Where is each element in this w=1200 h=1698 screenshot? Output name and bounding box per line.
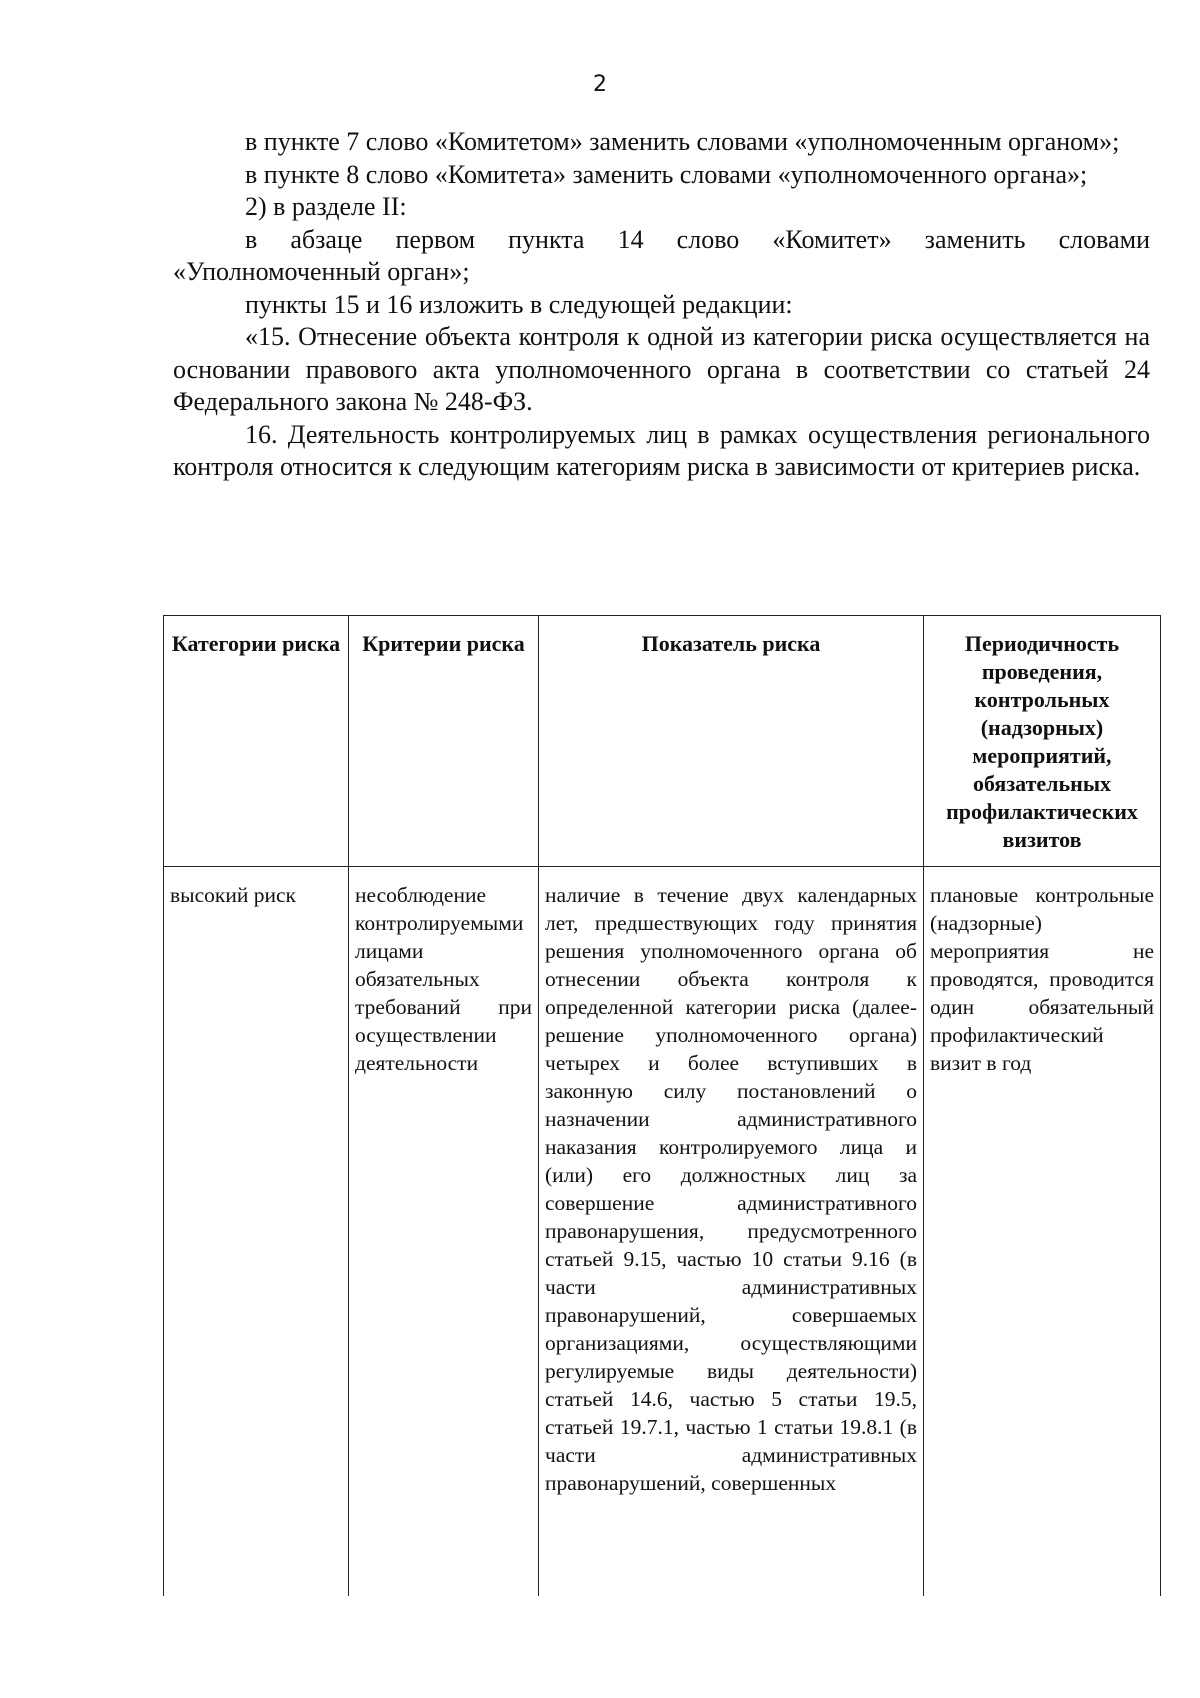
table-header-row [164, 616, 1161, 867]
paragraph-6: «15. Отнесение объекта контроля к одной из категории риска осуществляется на основании правового акта уполномоченного органа в соответствии со статьей 24 Федерального закона № 248-ФЗ. [173, 322, 1150, 416]
risk-table [163, 615, 1161, 1596]
cell-periodicity: плановые контрольные (надзорные) мероприятия не проводятся, проводится один обязательный профилактический визит в год [924, 867, 1161, 1597]
page-number: 2 [593, 72, 607, 97]
paragraph-2: в пункте 8 слово «Комитета» заменить словами «уполномоченного органа»; [245, 159, 1088, 189]
header-periodicity: Периодичность проведения, контрольных (надзорных) мероприятий, обязательных профилактических визитов [924, 616, 1161, 867]
cell-risk-indicator: наличие в течение двух календарных лет, предшествующих году принятия решения уполномоченного органа об отнесении объекта контроля к определенной категории риска (далее- решение уполномоченного органа) четырех и более вступивших в законную силу постановлений о назначении административного наказания контролируемого лица и (или) его должностных лиц за совершение административного правонарушения, предусмотренного статьей 9.15, частью 10 статьи 9.16 (в части административных правонарушений, совершаемых организациями, осуществляющими регулируемые виды деятельности) статьей 14.6, частью 5 статьи 19.5, статьей 19.7.1, частью 1 статьи 19.8.1 (в части административных правонарушений, совершенных [539, 867, 924, 1597]
paragraph-4: в абзаце первом пункта 14 слово «Комитет» заменить словами «Уполномоченный орган»; [173, 224, 1150, 286]
table-row [164, 867, 1161, 1597]
paragraph-7: 16. Деятельность контролируемых лиц в рамках осуществления регионального контроля относится к следующим категориям риска в зависимости от критериев риска. [173, 419, 1150, 481]
paragraph-5: пункты 15 и 16 изложить в следующей редакции: [245, 289, 793, 319]
document-body [173, 126, 1150, 484]
cell-risk-category: высокий риск [164, 867, 349, 1597]
paragraph-3: 2) в разделе II: [245, 192, 407, 221]
header-risk-category: Категории риска [164, 616, 349, 867]
header-risk-criteria: Критерии риска [349, 616, 539, 867]
header-risk-indicator: Показатель риска [539, 616, 924, 867]
cell-risk-criteria: несоблюдение контролируемыми лицами обязательных требований при осуществлении деятельности [349, 867, 539, 1597]
paragraph-1: в пункте 7 слово «Комитетом» заменить словами «уполномоченным органом»; [245, 127, 1120, 156]
